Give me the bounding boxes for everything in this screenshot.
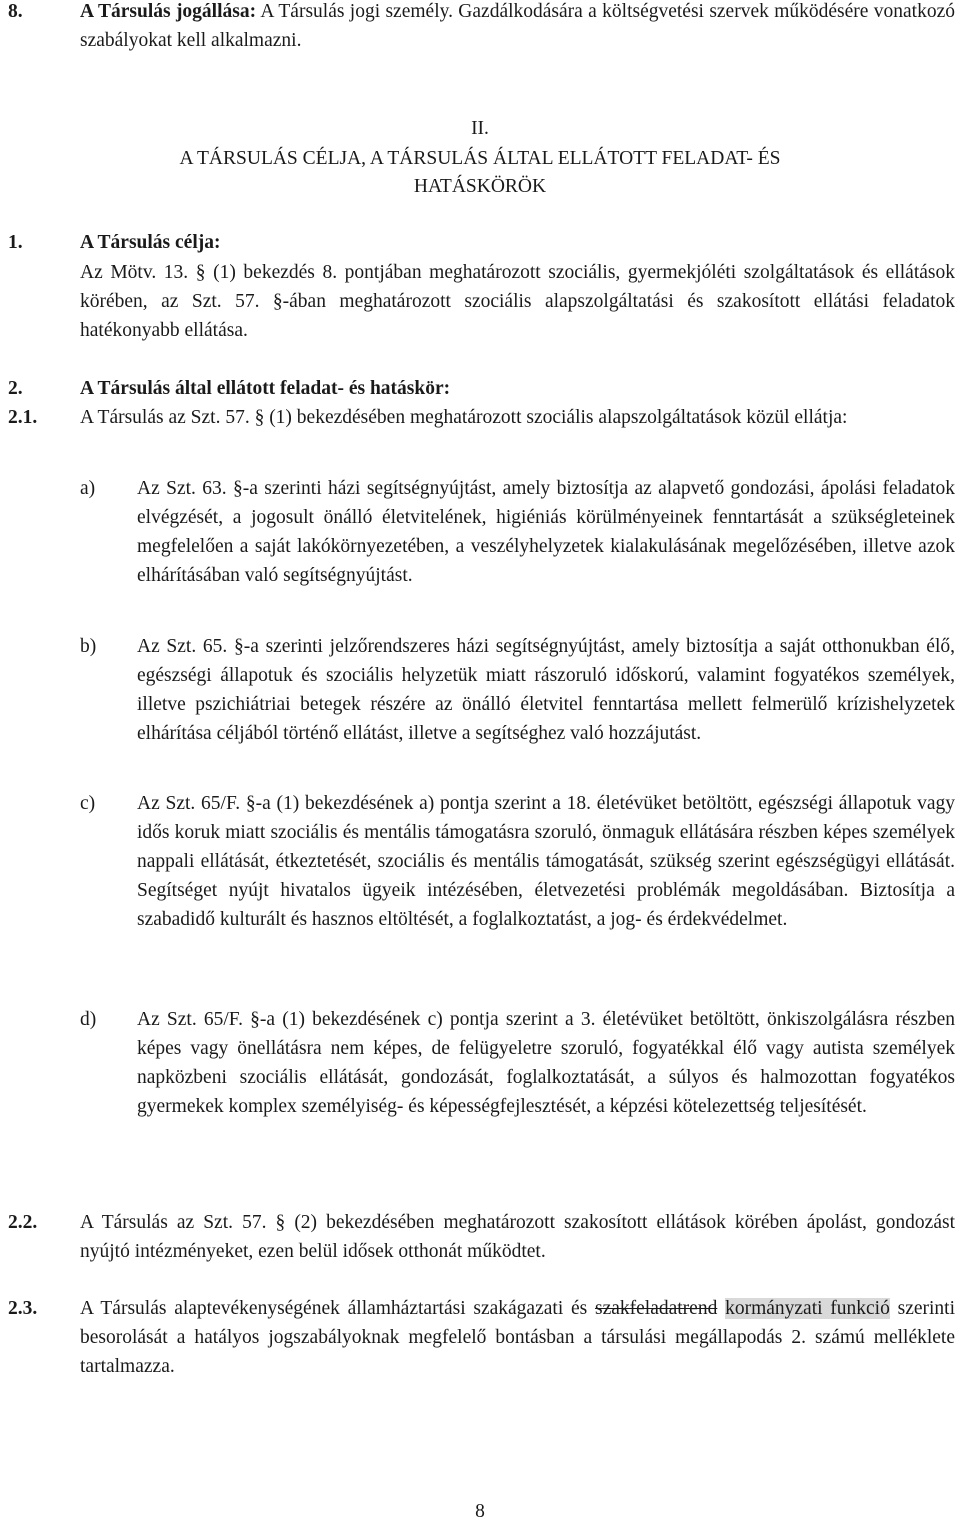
section-number: 2. (8, 378, 23, 399)
highlighted-text: kormányzati funkció (725, 1298, 890, 1319)
chapter-title-line2: HATÁSKÖRÖK (413, 176, 547, 197)
section-number: 1. (8, 232, 23, 253)
section-2-3-text-before: A Társulás alaptevékenységének államháztartási szakágazati és (80, 1298, 588, 1319)
list-item-text: Az Szt. 65/F. §-a (1) bekezdésének c) pontja szerint a 3. életévüket betöltött, önkiszolgálásra részben képes vagy önellátásra nem képes, de felügyeletre szoruló, fogyatékkal élő vagy autista személyek napközbeni szociális ellátását, gondozását, foglalkoztatását, a súlyos és halmozottan fogyatékos gyermekek komplex személyiség- és képességfejlesztését, a képzési kötelezettség teljesítését. (137, 1009, 955, 1117)
list-item-text: Az Szt. 65. §-a szerinti jelzőrendszeres házi segítségnyújtást, amely biztosítja a saját otthonukban élő, egészségi állapotuk és szociális helyzetük miatt rászoruló időskorú, valamint fogyatékos személyek, illetve pszichiátriai betegek részére az önálló életvitel fenntartása mellett felmerülő krízishelyzetek elhárítása céljából történő ellátást, illetve a segítséghez való hozzájutást. (137, 636, 955, 744)
section-2-2-text: A Társulás az Szt. 57. § (2) bekezdésében meghatározott szakosított ellátások körében ápolást, gondozást nyújtó intézményeket, ezen belül idősek otthonát működtet. (80, 1212, 955, 1262)
section-1-text: Az Mötv. 13. § (1) bekezdés 8. pontjában meghatározott szociális, gyermekjóléti szolgáltatások és ellátások körében, az Szt. 57. §-ában meghatározott szociális alapszolgáltatási és szakosított ellátási feladatok hatékonyabb ellátása. (80, 262, 955, 341)
section-2-1-text: A Társulás az Szt. 57. § (1) bekezdésében meghatározott szociális alapszolgáltatások közül ellátja: (80, 407, 848, 428)
list-item-label: c) (80, 793, 96, 814)
chapter-roman: II. (471, 118, 489, 139)
list-item-label: d) (80, 1009, 97, 1030)
section-8-paragraph (80, 0, 955, 55)
section-2-3-text-after: szerinti besorolását a hatályos jogszabályoknak megfelelő bontásban a társulási megállapodás 2. számú melléklete tartalmazza. (80, 1298, 956, 1377)
list-item-label: a) (80, 478, 96, 499)
section-number: 8. (8, 1, 23, 22)
section-title: A Társulás jogállása: (80, 1, 257, 22)
section-number: 2.3. (8, 1298, 38, 1319)
section-title: A Társulás által ellátott feladat- és hatáskör: (80, 378, 451, 399)
section-number: 2.1. (8, 407, 38, 428)
list-item-label: b) (80, 636, 97, 657)
section-number: 2.2. (8, 1212, 38, 1233)
page-number: 8 (475, 1501, 485, 1522)
chapter-title-line1: A TÁRSULÁS CÉLJA, A TÁRSULÁS ÁLTAL ELLÁTOTT FELADAT- ÉS (179, 148, 781, 169)
section-text: A Társulás jogi személy. Gazdálkodására a költségvetési szervek működésére vonatkozó szabályokat kell alkalmazni. (80, 1, 955, 51)
list-item-text: Az Szt. 65/F. §-a (1) bekezdésének a) pontja szerint a 18. életévüket betöltött, egészségi állapotuk vagy idős koruk miatt szociális és mentális támogatásra szoruló, önmaguk ellátására részben képes személyek nappali ellátását, étkeztetését, szociális és mentális támogatását, szükség szerint egészségügyi ellátását. Segítséget nyújt hivatalos ügyeik intézésében, életvezetési problémák megoldásában. Biztosítja a szabadidő kulturált és hasznos eltöltését, a foglalkoztatást, a jog- és érdekvédelmet. (137, 793, 955, 930)
struck-text: szakfeladatrend (594, 1298, 718, 1319)
section-2-3-paragraph (80, 1294, 955, 1381)
list-item-text: Az Szt. 63. §-a szerinti házi segítségnyújtást, amely biztosítja az alapvető gondozási, ápolási feladatok elvégzését, a jogosult önálló életvitelének, higiéniás körülményeinek fenntartását a szükségleteinek megfelelően a saját lakókörnyezetében, a veszélyhelyzetek kialakulásának megelőzésében, illetve azok elhárításában való segítségnyújtást. (137, 478, 955, 586)
section-title: A Társulás célja: (80, 232, 221, 253)
